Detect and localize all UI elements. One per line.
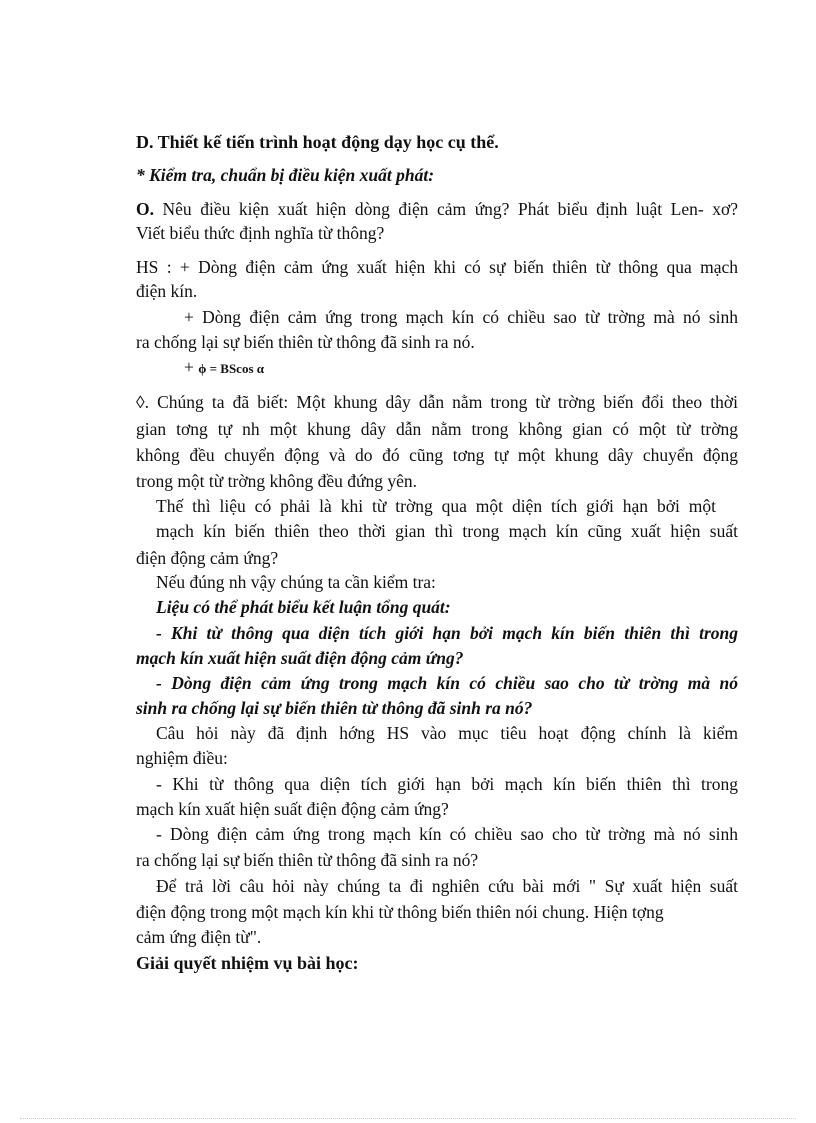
question-text-1: Nêu điều kiện xuất hiện dòng điện cảm ứng? Phát biểu định luật Len- xơ? <box>162 199 738 219</box>
paragraph-1-line-3: không đều chuyển động và do đó cũng tơng tự một khung dây chuyển động <box>136 445 738 465</box>
paragraph-7-line-2: nghiệm điều: <box>136 748 228 768</box>
paragraph-4-line-1: Liệu có thể phát biểu kết luận tổng quát: <box>156 597 451 617</box>
paragraph-10-line-2: điện động trong một mạch kín khi từ thông biến thiên nói chung. Hiện tợng <box>136 902 664 922</box>
paragraph-5-line-2: mạch kín xuất hiện suất điện động cảm ứng? <box>136 648 464 668</box>
check-subheading: * Kiểm tra, chuẩn bị điều kiện xuất phát: <box>136 165 435 185</box>
paragraph-1-line-1: ◊. Chúng ta đã biết: Một khung dây dẫn nằm trong từ trờng biến đổi theo thời <box>136 392 738 412</box>
section-heading: D. Thiết kế tiến trình hoạt động dạy học cụ thể. <box>136 132 499 152</box>
paragraph-2-line-3: điện động cảm ứng? <box>136 548 279 568</box>
paragraph-2-line-1: Thế thì liệu có phải là khi từ trờng qua một diện tích giới hạn bởi một <box>156 496 716 516</box>
paragraph-5-line-1: - Khi từ thông qua diện tích giới hạn bởi mạch kín biến thiên thì trong <box>156 623 738 643</box>
paragraph-9-line-2: ra chống lại sự biến thiên từ thông đã sinh ra nó? <box>136 850 479 870</box>
paragraph-7-line-1: Câu hỏi này đã định hớng HS vào mục tiêu hoạt động chính là kiểm <box>156 723 738 743</box>
paragraph-10-line-3: cảm ứng điện từ". <box>136 927 262 947</box>
answer-line-1: HS : + Dòng điện cảm ứng xuất hiện khi có sự biến thiên từ thông qua mạch <box>136 257 738 277</box>
question-line-2: Viết biểu thức định nghĩa từ thông? <box>136 223 385 243</box>
answer-line-2: điện kín. <box>136 281 198 301</box>
paragraph-1-line-4: trong một từ trờng không đều đứng yên. <box>136 471 417 491</box>
footer-divider <box>20 1118 796 1119</box>
paragraph-8-line-2: mạch kín xuất hiện suất điện động cảm ứng? <box>136 799 449 819</box>
paragraph-2-line-2: mạch kín biến thiên theo thời gian thì trong mạch kín cũng xuất hiện suất <box>156 521 738 541</box>
question-line-1 <box>136 198 738 220</box>
formula-plus: + <box>184 357 194 377</box>
answer-line-3: + Dòng điện cảm ứng trong mạch kín có chiều sao từ trờng mà nó sinh <box>184 307 738 327</box>
paragraph-1-line-2: gian tơng tự nh một khung dây dẫn nằm trong không gian có một từ trờng <box>136 419 738 439</box>
diamond-marker-icon: ◊ <box>136 392 145 412</box>
answer-line-4: ra chống lại sự biến thiên từ thông đã sinh ra nó. <box>136 332 475 352</box>
paragraph-3-line-1: Nếu đúng nh vậy chúng ta cần kiểm tra: <box>156 572 436 592</box>
paragraph-10-line-1: Để trả lời câu hỏi này chúng ta đi nghiên cứu bài mới " Sự xuất hiện suất <box>156 876 738 896</box>
solve-heading: Giải quyết nhiệm vụ bài học: <box>136 953 359 973</box>
paragraph-6-line-2: sinh ra chống lại sự biến thiên từ thông đã sinh ra nó? <box>136 698 533 718</box>
paragraph-8-line-1: - Khi từ thông qua diện tích giới hạn bởi mạch kín biến thiên thì trong <box>156 774 738 794</box>
paragraph-6-line-1: - Dòng điện cảm ứng trong mạch kín có chiều sao cho từ trờng mà nó <box>156 673 738 693</box>
flux-formula: ϕ = BScos α <box>198 361 265 376</box>
question-marker: O. <box>136 199 154 219</box>
paragraph-9-line-1: - Dòng điện cảm ứng trong mạch kín có chiều sao cho từ trờng mà nó sinh <box>156 824 738 844</box>
formula-line <box>184 356 384 380</box>
